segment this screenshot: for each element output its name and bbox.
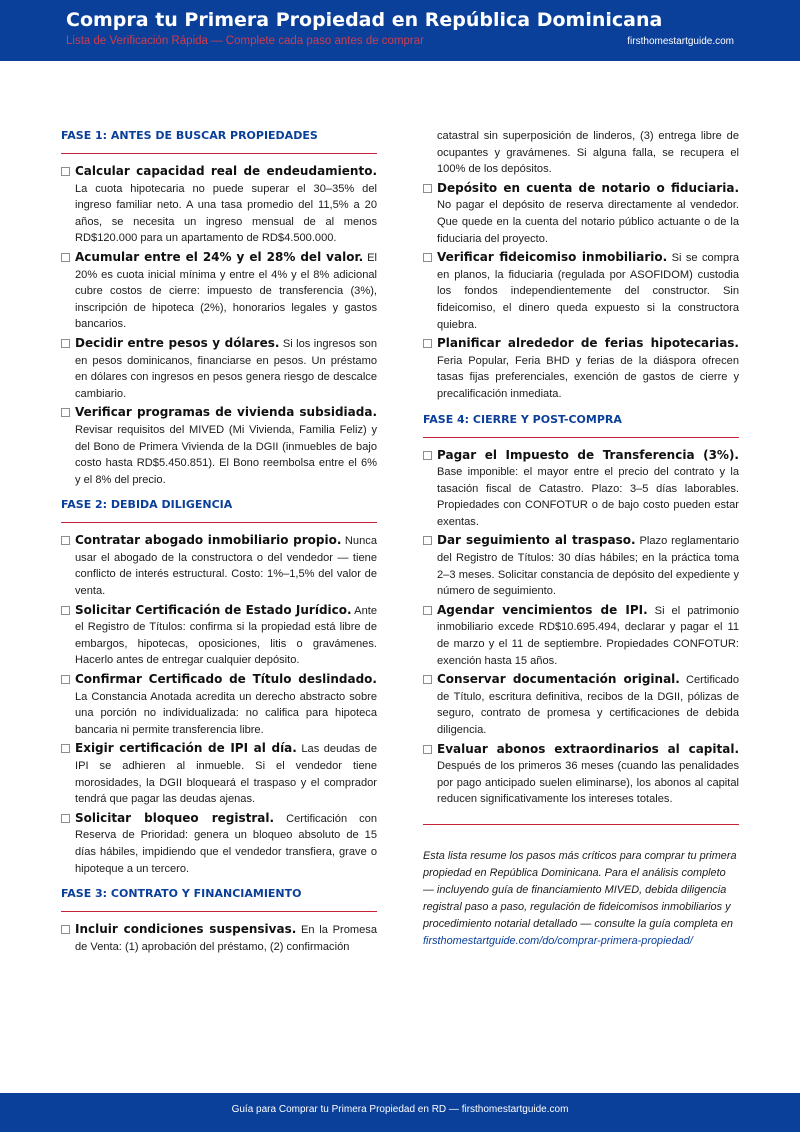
item-text: Certificado de Título, escritura definitiva, recibos de la DGII, pólizas de seguro, contrato de promesa y certificaciones de debida diligencia. (437, 674, 739, 736)
phase-2-section (61, 497, 377, 877)
phase-4-section (423, 412, 739, 808)
item-text-continued: catastral sin superposición de linderos, (3) entrega libre de ocupantes y gravámenes. Si alguna falla, se recupera el 100% de los depósitos. (437, 130, 739, 176)
item-lead: Depósito en cuenta de notario o fiduciaria. (437, 180, 739, 195)
checkbox[interactable] (423, 675, 432, 684)
checkbox[interactable] (423, 606, 432, 615)
item-lead: Pagar el Impuesto de Transferencia (3%). (437, 447, 739, 462)
item-lead: Verificar fideicomiso inmobiliario. (437, 250, 668, 265)
item-lead: Incluir condiciones suspensivas. (75, 922, 297, 937)
checkbox[interactable] (61, 814, 70, 823)
header-site-url: firsthomestartguide.com (627, 36, 734, 47)
phase-3-section (61, 886, 377, 955)
footer-text: Guía para Comprar tu Primera Propiedad en RD — firsthomestartguide.com (231, 1104, 569, 1115)
checkbox[interactable] (61, 744, 70, 753)
checklist-item (61, 249, 377, 333)
phase-heading: FASE 1: ANTES DE BUSCAR PROPIEDADES (61, 128, 377, 154)
item-lead: Calcular capacidad real de endeudamiento. (75, 164, 377, 178)
item-text: No pagar el depósito de reserva directamente al vendedor. Que quede en la cuenta del notario público actuante o de la fiduciaria del proyecto. (437, 199, 739, 245)
checkbox[interactable] (61, 606, 70, 615)
item-text: Plazo reglamentario del Registro de Títulos: 30 días hábiles; en la práctica toma 2–3 meses. Solicitar constancia de depósito del expediente y número de seguimiento. (437, 535, 739, 598)
item-lead: Confirmar Certificado de Título deslindado. (75, 672, 377, 687)
phase-heading: FASE 4: CIERRE Y POST-COMPRA (423, 412, 739, 438)
checklist-item (423, 532, 739, 599)
item-lead: Solicitar bloqueo registral. (75, 810, 275, 825)
checklist-item (61, 810, 377, 877)
checklist-item (61, 671, 377, 738)
checkbox[interactable] (423, 451, 432, 460)
item-lead: Acumular entre el 24% y el 28% del valor. (75, 249, 364, 264)
item-text: Si el patrimonio inmobiliario excede RD$10.695.494, declarar y pagar el 11 de marzo y el 11 de septiembre. Propiedades CONFOTUR: exención hasta 15 años. (437, 604, 739, 667)
checklist-item (61, 740, 377, 807)
checklist-item (423, 249, 739, 333)
item-lead: Decidir entre pesos y dólares. (75, 335, 280, 350)
guide-link[interactable]: firsthomestartguide.com/do/comprar-primera-propiedad/ (423, 934, 693, 947)
right-column (423, 128, 739, 950)
item-text: Base imponible: el mayor entre el precio del contrato y la tasación fiscal de Catastro. Plazo: 3–5 días laborables. Propiedades con CONFOTUR o de bajo costo pueden estar exentas. (437, 466, 739, 528)
checklist-item (423, 671, 739, 738)
item-text: El 20% es cuota inicial mínima y entre el 4% y el 8% adicional cubre costos de cierre: impuesto de transferencia (3%), inscripción de hipoteca (2%), honorarios legales y gastos bancarios. (75, 251, 378, 331)
item-text: Si los ingresos son en pesos dominicanos, financiarse en pesos. Un préstamo en dólares con ingresos en pesos genera riesgo de descalce cambiario. (75, 337, 377, 400)
phase-heading: FASE 2: DEBIDA DILIGENCIA (61, 497, 377, 523)
item-lead: Agendar vencimientos de IPI. (437, 602, 648, 617)
item-lead: Solicitar Certificación de Estado Jurídico. (75, 602, 352, 617)
checkbox[interactable] (423, 745, 432, 754)
checklist-item (61, 532, 377, 599)
item-lead: Planificar alrededor de ferias hipotecarias. (437, 336, 739, 351)
item-lead: Dar seguimiento al traspaso. (437, 533, 636, 548)
section-divider (423, 824, 739, 825)
page-subtitle: Lista de Verificación Rápida — Complete cada paso antes de comprar (66, 35, 424, 47)
item-text: Feria Popular, Feria BHD y ferias de la diáspora ofrecen tasas fijas preferenciales, exención de gastos de cierre y precalificación inmediata. (437, 354, 739, 400)
checklist-item (423, 447, 739, 531)
checklist-item (423, 335, 739, 402)
checkbox[interactable] (423, 184, 432, 193)
item-text: La Constancia Anotada acredita un derecho abstracto sobre una porción no individualizada: no califica para hipoteca bancaria ni permite transferencia libre. (75, 690, 377, 736)
item-lead: Verificar programas de vivienda subsidiada. (75, 405, 377, 420)
item-lead: Evaluar abonos extraordinarios al capital. (437, 741, 739, 756)
item-text: Después de los primeros 36 meses (cuando las penalidades por pago anticipado suelen eliminarse), los abonos al capital reducen significativamente los intereses totales. (437, 760, 739, 806)
left-column (61, 128, 377, 957)
checkbox[interactable] (61, 675, 70, 684)
summary-note (423, 848, 739, 950)
item-lead: Contratar abogado inmobiliario propio. (75, 533, 342, 548)
item-text: Certificación con Reserva de Prioridad: genera un bloqueo absoluto de 15 días hábiles, impidiendo que el vendedor transfiera, grave o hipoteque a un tercero. (75, 812, 377, 875)
checkbox[interactable] (423, 253, 432, 262)
item-lead: Exigir certificación de IPI al día. (75, 741, 297, 756)
checkbox[interactable] (61, 536, 70, 545)
checkbox[interactable] (61, 339, 70, 348)
checklist-item (61, 921, 377, 955)
page-header (0, 0, 800, 61)
phase-1-section (61, 128, 377, 488)
summary-note-text: Esta lista resume los pasos más críticos para comprar tu primera propiedad en República Dominicana. Para el análisis completo — incluyendo guía de financiamiento MIVED, debida diligencia registral paso a paso, regulación de fideicomisos inmobiliarios y procedimiento notarial detallado — consulte la guía completa en (423, 849, 737, 930)
item-text: Si se compra en planos, la fiduciaria (regulada por ASOFIDOM) custodia los fondos independientemente del constructor. Sin fideicomiso, el dinero queda expuesto si la constructora quiebra. (437, 252, 739, 331)
item-lead: Conservar documentación original. (437, 672, 680, 687)
checklist-item (61, 404, 377, 488)
item-text: La cuota hipotecaria no puede superar el 30–35% del ingreso familiar neto. A una tasa promedio del 11,5% a 20 años, se necesita un ingreso mensual de al menos RD$120.000 para un apartamento de RD$4.500.000. (75, 182, 377, 245)
page-footer (0, 1093, 800, 1132)
checkbox[interactable] (61, 408, 70, 417)
checklist-item (423, 602, 739, 669)
checklist-item (423, 180, 739, 247)
checklist-item (423, 741, 739, 808)
item-text: Revisar requisitos del MIVED (Mi Vivienda, Familia Feliz) y del Bono de Primera Vivienda de la DGII (inmuebles de bajo costo hasta RD$5.450.851). El Bono reembolsa entre el 6% y el 8% del precio. (75, 423, 377, 486)
page-title: Compra tu Primera Propiedad en República Dominicana (66, 9, 663, 31)
checkbox[interactable] (423, 536, 432, 545)
checklist-item (61, 163, 377, 247)
checkbox[interactable] (61, 253, 70, 262)
item-text: Ante el Registro de Títulos: confirma si la propiedad está libre de embargos, hipotecas, oposiciones, litis o gravámenes. Hacerlo antes de entregar cualquier depósito. (75, 604, 378, 667)
checkbox[interactable] (61, 925, 70, 934)
item-text: Nunca usar el abogado de la constructora o del vendedor — tiene conflicto de interés estructural. Costo: 1%–1,5% del valor de venta. (75, 535, 377, 598)
checkbox[interactable] (61, 167, 70, 176)
checklist-item (61, 602, 377, 669)
item-text: En la Promesa de Venta: (1) aprobación del préstamo, (2) confirmación (75, 924, 378, 953)
checkbox[interactable] (423, 339, 432, 348)
phase-heading: FASE 3: CONTRATO Y FINANCIAMIENTO (61, 886, 377, 912)
checklist-item (61, 335, 377, 402)
item-text: Las deudas de IPI se adhieren al inmueble. Si el vendedor tiene morosidades, la DGII bloqueará el traspaso y el comprador tendrá que pagar las deudas ajenas. (75, 743, 377, 806)
